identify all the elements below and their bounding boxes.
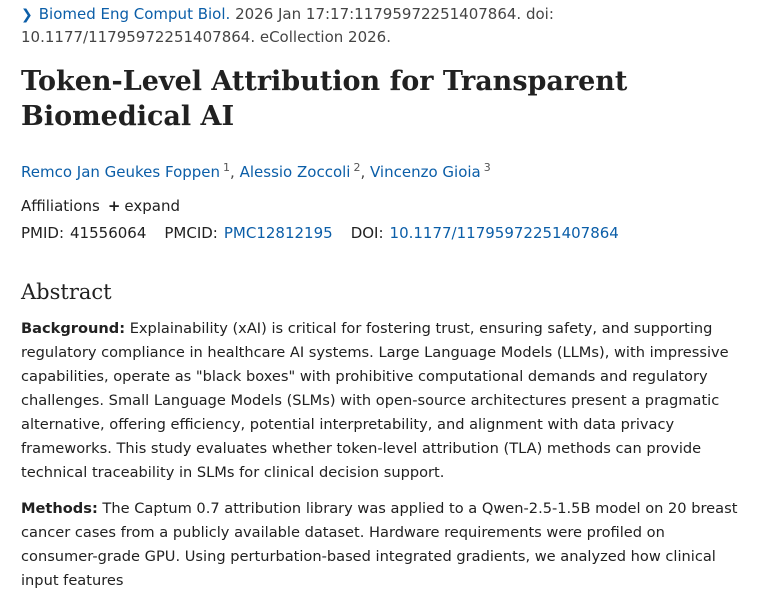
author-list: Remco Jan Geukes Foppen $^1$, Alessio Zoccoli $^2$, Vincenzo Gioia $^3$ [21,161,491,181]
affiliations-toggle[interactable] [21,194,180,218]
abstract-background [21,317,741,485]
author-link-2[interactable]: Alessio Zoccoli [239,163,351,181]
author-affil-sup-3[interactable]: 3 [483,161,491,174]
citation-details: 2026 Jan 17:17:11795972251407864. doi: 10.1177/11795972251407864. eCollection 2026. [21,5,554,46]
doi-link[interactable]: 10.1177/11795972251407864 [389,224,619,242]
methods-label: Methods: [21,500,98,517]
abstract-methods [21,497,741,593]
author-affil-sup-1[interactable]: 1 [223,161,231,174]
expand-label[interactable]: expand [124,197,181,215]
pmid-value: 41556064 [70,224,147,242]
pmcid-link[interactable]: PMC12812195 [223,224,333,242]
methods-text: The Captum 0.7 attribution library was applied to a Qwen-2.5-1.5B model on 20 breast cancer cases from a publicly available dataset. Hardware requirements were profiled on consumer-grade GPU. Using perturbation-based integrated gradients, we analyzed how clinical input features [21,500,738,589]
background-text: Explainability (xAI) is critical for fostering trust, ensuring safety, and supporting regulatory compliance in healthcare AI systems. Large Language Models (LLMs), with impressive capabilities, operate as "black boxes" with prohibitive computational demands and regulatory challenges. Small Language Models (SLMs) with open-source architectures present a pragmatic alternative, offering efficiency, potential interpretability, and alignment with data privacy frameworks. This study evaluates whether token-level attribution (TLA) methods can provide technical traceability in SLMs for clinical decision support. [21,320,729,481]
journal-link[interactable]: Biomed Eng Comput Biol. [38,5,231,23]
article-title: Token-Level Attribution for Transparent Biomedical AI [21,66,628,132]
author-affil-sup-2[interactable]: 2 [353,161,361,174]
pmid-label: PMID: [21,224,65,242]
pmcid-label: PMCID: [164,224,218,242]
chevron-right-icon[interactable]: ❯ [21,7,33,23]
doi-label: DOI: [350,224,384,242]
affiliations-label: Affiliations [21,197,100,215]
citation-line [21,3,741,48]
abstract-heading: Abstract [21,280,112,304]
identifier-row [21,221,637,245]
author-link-3[interactable]: Vincenzo Gioia [370,163,481,181]
author-link-1[interactable]: Remco Jan Geukes Foppen [21,163,221,181]
plus-icon[interactable]: + [107,197,121,215]
background-label: Background: [21,320,126,337]
